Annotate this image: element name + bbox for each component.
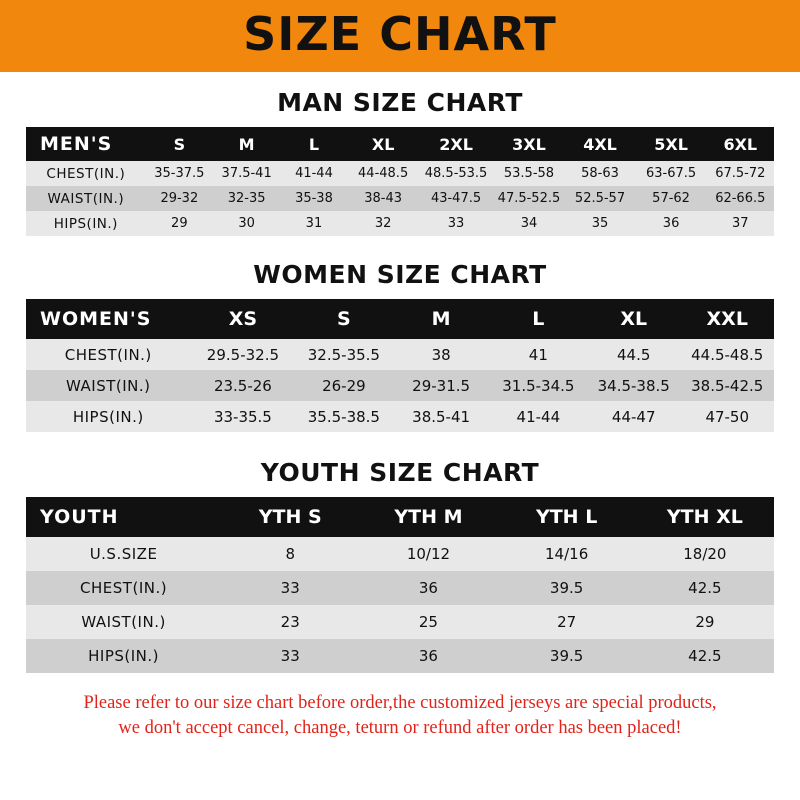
men-row-1-cell-6: 52.5-57 (565, 186, 636, 211)
youth-row-0-cell-2: 14/16 (498, 537, 636, 571)
men-row-1-cell-4: 43-47.5 (419, 186, 494, 211)
women-row-0-cell-4: 44.5 (587, 339, 681, 370)
women-row-0-cell-1: 32.5-35.5 (295, 339, 392, 370)
men-header-2: M (213, 127, 280, 161)
men-header-9: 6XL (707, 127, 774, 161)
table-row (26, 401, 774, 432)
order-notice-line-2: we don't accept cancel, change, teturn or refund after order has been placed! (118, 717, 682, 738)
men-header-6: 3XL (493, 127, 564, 161)
men-row-0-cell-0: 35-37.5 (146, 161, 213, 186)
table-row (26, 605, 774, 639)
men-row-0-cell-6: 58-63 (565, 161, 636, 186)
women-row-1-cell-0: 23.5-26 (191, 370, 296, 401)
table-row (26, 186, 774, 211)
men-row-1-cell-7: 57-62 (636, 186, 707, 211)
women-size-table (26, 299, 774, 432)
youth-row-0-cell-3: 18/20 (636, 537, 774, 571)
youth-header-4: YTH XL (636, 497, 774, 537)
page-title: SIZE CHART (243, 7, 557, 61)
men-header-1: S (146, 127, 213, 161)
men-row-0-cell-5: 53.5-58 (493, 161, 564, 186)
table-header-row (26, 497, 774, 537)
women-row-2-cell-5: 47-50 (680, 401, 774, 432)
women-header-5: XL (587, 299, 681, 339)
men-row-1-cell-2: 35-38 (280, 186, 347, 211)
women-row-2-cell-1: 35.5-38.5 (295, 401, 392, 432)
women-row-1-cell-5: 38.5-42.5 (680, 370, 774, 401)
women-row-2-cell-4: 44-47 (587, 401, 681, 432)
order-notice (26, 691, 774, 741)
youth-header-3: YTH L (498, 497, 636, 537)
men-header-5: 2XL (419, 127, 494, 161)
youth-row-2-cell-3: 29 (636, 605, 774, 639)
order-notice-line-1: Please refer to our size chart before order,the customized jerseys are special products, (83, 693, 717, 713)
men-row-1-cell-3: 38-43 (348, 186, 419, 211)
women-row-0-label: CHEST(IN.) (26, 339, 191, 370)
youth-row-3-label: HIPS(IN.) (26, 639, 221, 673)
youth-row-3-cell-3: 42.5 (636, 639, 774, 673)
table-header-row (26, 127, 774, 161)
youth-row-3-cell-0: 33 (221, 639, 359, 673)
men-row-2-cell-6: 35 (565, 211, 636, 236)
youth-row-0-label: U.S.SIZE (26, 537, 221, 571)
men-row-2-cell-1: 30 (213, 211, 280, 236)
women-row-2-cell-2: 38.5-41 (393, 401, 490, 432)
women-row-1-cell-2: 29-31.5 (393, 370, 490, 401)
table-row (26, 339, 774, 370)
men-row-0-cell-8: 67.5-72 (707, 161, 774, 186)
chart-content (0, 88, 800, 741)
table-row (26, 537, 774, 571)
women-row-1-cell-1: 26-29 (295, 370, 392, 401)
men-row-0-cell-3: 44-48.5 (348, 161, 419, 186)
women-row-2-label: HIPS(IN.) (26, 401, 191, 432)
table-header-row (26, 299, 774, 339)
men-row-2-cell-7: 36 (636, 211, 707, 236)
youth-header-0: YOUTH (26, 497, 221, 537)
men-row-1-cell-8: 62-66.5 (707, 186, 774, 211)
men-header-7: 4XL (565, 127, 636, 161)
women-header-0: WOMEN'S (26, 299, 191, 339)
youth-row-2-label: WAIST(IN.) (26, 605, 221, 639)
youth-row-3-cell-1: 36 (359, 639, 497, 673)
youth-row-0-cell-0: 8 (221, 537, 359, 571)
women-section-title: WOMEN SIZE CHART (253, 260, 547, 289)
youth-row-2-cell-0: 23 (221, 605, 359, 639)
men-section-title: MAN SIZE CHART (277, 88, 523, 117)
men-row-1-label: WAIST(IN.) (26, 186, 146, 211)
youth-header-1: YTH S (221, 497, 359, 537)
women-row-1-cell-4: 34.5-38.5 (587, 370, 681, 401)
men-row-1-cell-5: 47.5-52.5 (493, 186, 564, 211)
men-row-2-cell-5: 34 (493, 211, 564, 236)
page-header (0, 0, 800, 72)
table-row (26, 639, 774, 673)
men-row-2-cell-8: 37 (707, 211, 774, 236)
men-header-3: L (280, 127, 347, 161)
men-row-1-cell-1: 32-35 (213, 186, 280, 211)
youth-row-3-cell-2: 39.5 (498, 639, 636, 673)
men-size-table (26, 127, 774, 236)
women-row-0-cell-0: 29.5-32.5 (191, 339, 296, 370)
youth-row-2-cell-2: 27 (498, 605, 636, 639)
women-row-0-cell-3: 41 (490, 339, 587, 370)
men-row-0-label: CHEST(IN.) (26, 161, 146, 186)
youth-section-title: YOUTH SIZE CHART (260, 458, 540, 487)
women-header-3: M (393, 299, 490, 339)
table-row (26, 370, 774, 401)
women-row-1-cell-3: 31.5-34.5 (490, 370, 587, 401)
men-row-2-label: HIPS(IN.) (26, 211, 146, 236)
women-header-4: L (490, 299, 587, 339)
women-header-6: XXL (680, 299, 774, 339)
women-header-1: XS (191, 299, 296, 339)
women-header-2: S (295, 299, 392, 339)
men-row-0-cell-1: 37.5-41 (213, 161, 280, 186)
women-row-0-cell-2: 38 (393, 339, 490, 370)
youth-row-1-label: CHEST(IN.) (26, 571, 221, 605)
table-row (26, 571, 774, 605)
men-header-8: 5XL (636, 127, 707, 161)
youth-row-1-cell-2: 39.5 (498, 571, 636, 605)
men-row-0-cell-4: 48.5-53.5 (419, 161, 494, 186)
youth-row-1-cell-3: 42.5 (636, 571, 774, 605)
youth-row-0-cell-1: 10/12 (359, 537, 497, 571)
youth-header-2: YTH M (359, 497, 497, 537)
men-row-1-cell-0: 29-32 (146, 186, 213, 211)
women-row-2-cell-0: 33-35.5 (191, 401, 296, 432)
men-row-2-cell-4: 33 (419, 211, 494, 236)
men-row-2-cell-3: 32 (348, 211, 419, 236)
women-row-1-label: WAIST(IN.) (26, 370, 191, 401)
youth-size-table (26, 497, 774, 673)
men-header-4: XL (348, 127, 419, 161)
table-row (26, 211, 774, 236)
table-row (26, 161, 774, 186)
men-row-0-cell-2: 41-44 (280, 161, 347, 186)
youth-row-2-cell-1: 25 (359, 605, 497, 639)
men-row-2-cell-0: 29 (146, 211, 213, 236)
youth-row-1-cell-1: 36 (359, 571, 497, 605)
women-row-0-cell-5: 44.5-48.5 (680, 339, 774, 370)
men-row-2-cell-2: 31 (280, 211, 347, 236)
men-row-0-cell-7: 63-67.5 (636, 161, 707, 186)
youth-row-1-cell-0: 33 (221, 571, 359, 605)
men-header-0: MEN'S (26, 127, 146, 161)
women-row-2-cell-3: 41-44 (490, 401, 587, 432)
